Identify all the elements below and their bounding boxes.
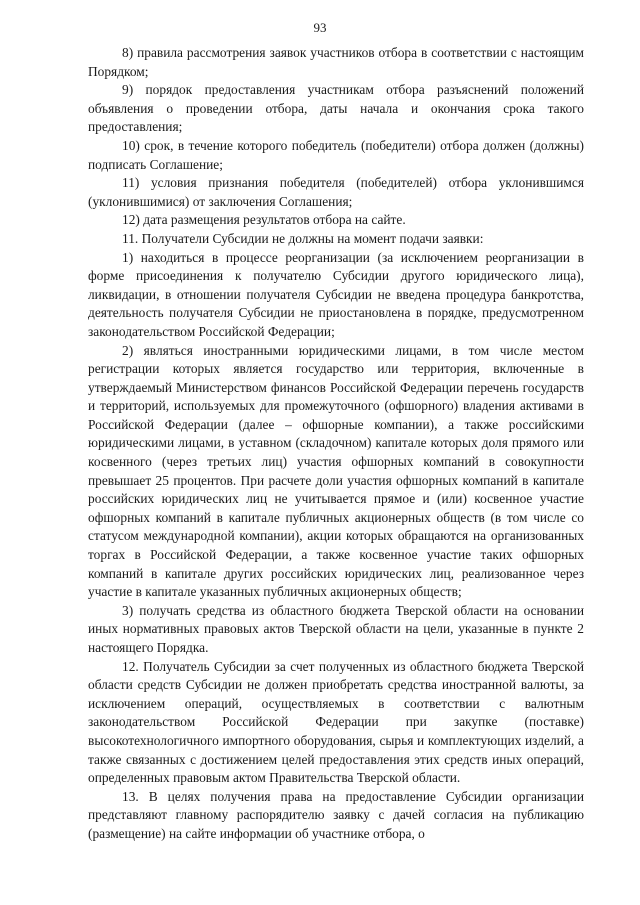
page-number: 93 <box>313 20 327 35</box>
paragraph: 13. В целях получения права на предоставление Субсидии организации представляют главному распорядителю заявку с дачей согласия на публикацию (размещение) на сайте информации об участнике отбора, о <box>88 788 584 841</box>
paragraph: 1) находиться в процессе реорганизации (за исключением реорганизации в форме присоединения к получателю Субсидии другого юридического лица), ликвидации, в отношении получателя Субсидии не введена процедура банкротства, деятельность получателя Субсидии не приостановлена в порядке, предусмотренном законодательством Российской Федерации; <box>88 249 584 339</box>
paragraph: 11. Получатели Субсидии не должны на момент подачи заявки: <box>122 230 484 246</box>
paragraph: 8) правила рассмотрения заявок участников отбора в соответствии с настоящим Порядком; <box>88 45 584 79</box>
paragraph: 3) получать средства из областного бюджета Тверской области на основании иных нормативных правовых актов Тверской области на цели, указанные в пункте 2 настоящего Порядка. <box>88 602 584 655</box>
paragraph: 10) срок, в течение которого победитель (победители) отбора должен (должны) подписать Соглашение; <box>88 137 584 172</box>
paragraph: 12) дата размещения результатов отбора на сайте. <box>122 212 406 228</box>
paragraph: 11) условия признания победителя (победителей) отбора уклонившимся (уклонившимися) от заключения Соглашения; <box>88 175 584 209</box>
document-body <box>88 44 584 844</box>
paragraph: 9) порядок предоставления участникам отбора разъяснений положений объявления о проведении отбора, даты начала и окончания срока такого предоставления; <box>88 82 584 135</box>
paragraph: 12. Получатель Субсидии за счет полученных из областного бюджета Тверской области средств Субсидии не должен приобретать средства иностранной валюты, за исключением операций, осуществляемых в соответствии с валютным законодательством Российской Федерации при закупке (поставке) высокотехнологичного импортного оборудования, сырья и комплектующих изделий, а также связанных с достижением целей предоставления этих средств иных операций, определенных правовым актом Правительства Тверской области. <box>88 658 584 786</box>
paragraph: 2) являться иностранными юридическими лицами, в том числе местом регистрации которых является государство или территория, включенные в утверждаемый Министерством финансов Российской Федерации перечень государств и территорий, используемых для промежуточного (офшорного) владения активами в Российской Федерации (далее – офшорные компании), а также российскими юридическими лицами, в уставном (складочном) капитале которых доля прямого или косвенного (через третьих лиц) участия офшорных компаний в совокупности превышает 25 процентов. При расчете доли участия офшорных компаний в капитале российских юридических лиц не учитывается прямое и (или) косвенное участие офшорных компаний в капитале публичных акционерных обществ (в том числе со статусом международной компании), акции которых обращаются на организованных торгах в Российской Федерации, а также косвенное участие таких офшорных компаний в капитале других российских юридических лиц, реализованное через участие в капитале указанных публичных акционерных обществ; <box>88 342 584 600</box>
